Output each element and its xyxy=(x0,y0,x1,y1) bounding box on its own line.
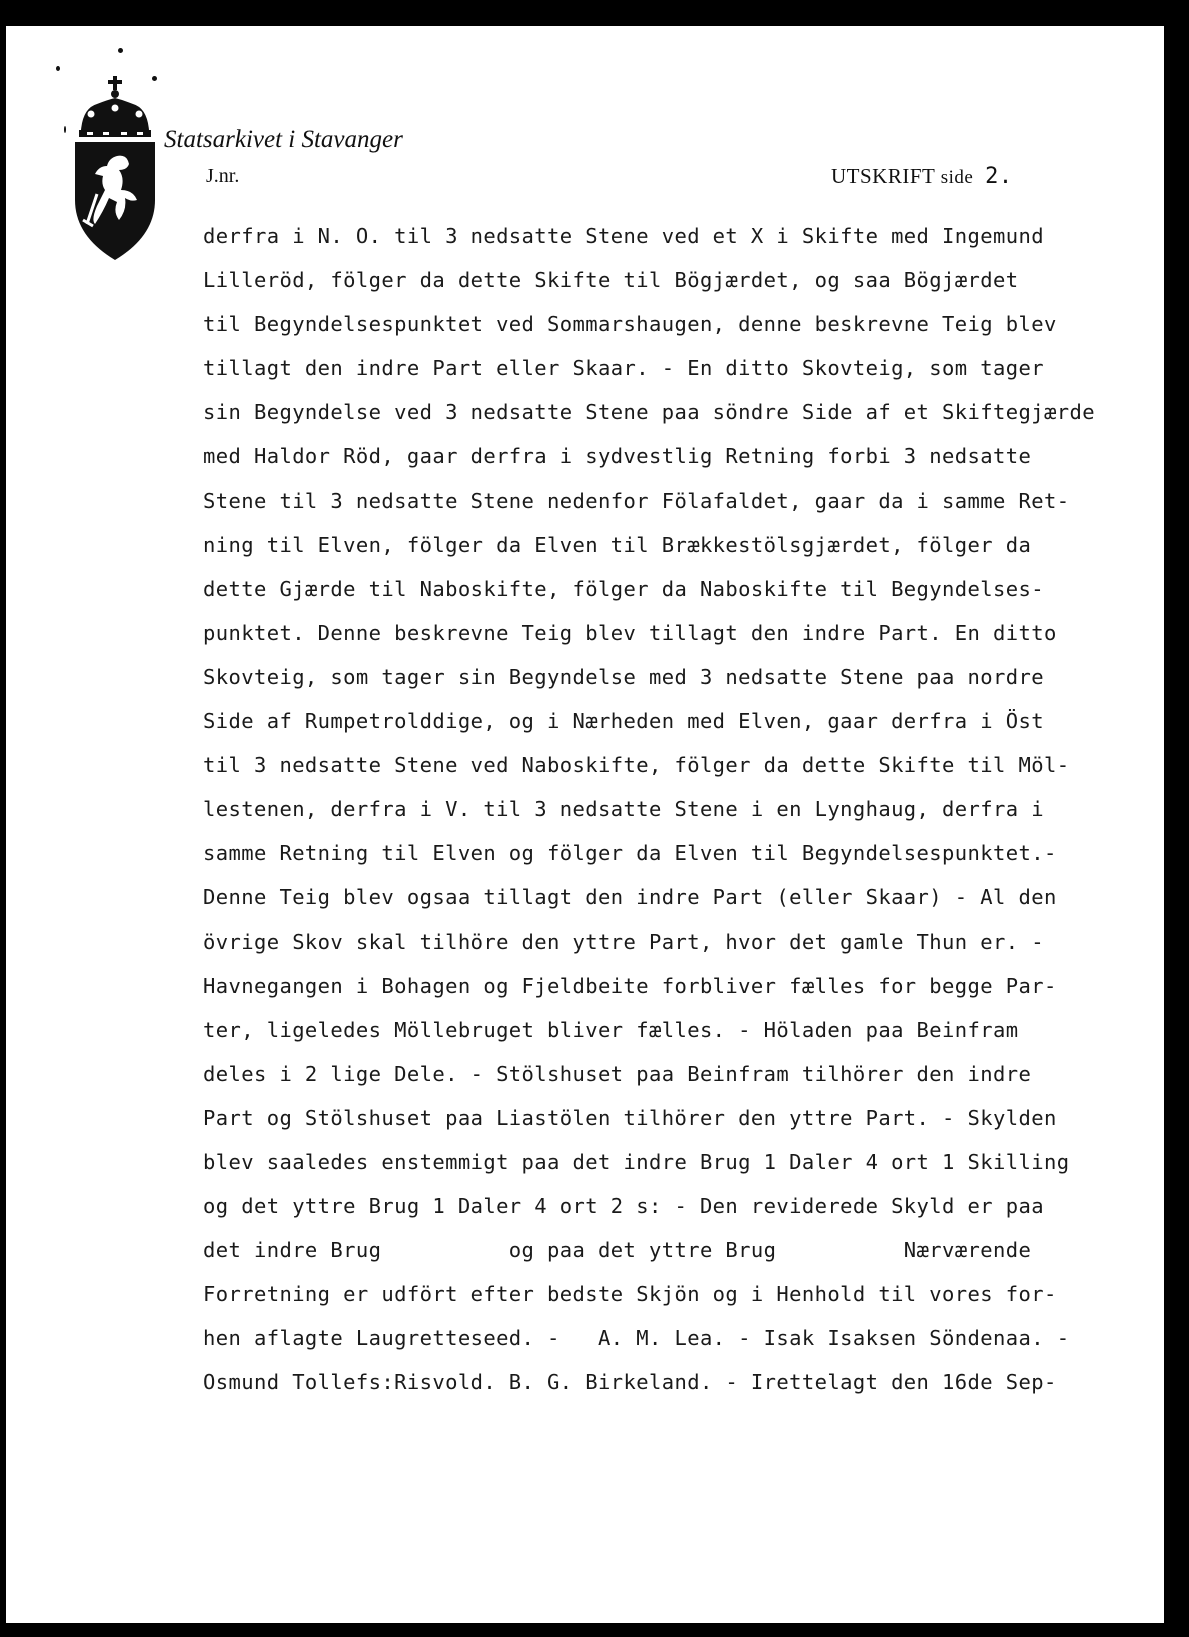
page-reference xyxy=(831,164,1013,189)
document-body xyxy=(203,214,1158,1405)
margin-speck xyxy=(118,48,123,53)
text-line: Skovteig, som tager sin Begyndelse med 3 nedsatte Stene paa nordre xyxy=(203,664,1044,689)
text-line: til Begyndelsespunktet ved Sommarshaugen, denne beskrevne Teig blev xyxy=(203,312,1057,337)
text-line: sin Begyndelse ved 3 nedsatte Stene paa söndre Side af et Skiftegjærde xyxy=(203,400,1095,425)
journal-number-label: J.nr. xyxy=(206,165,240,187)
text-line: Part og Stölshuset paa Liastölen tilhörer den yttre Part. - Skylden xyxy=(203,1105,1057,1130)
text-line: det indre Brug og paa det yttre Brug Nærværende xyxy=(203,1238,1032,1263)
text-line: dette Gjærde til Naboskifte, fölger da Naboskifte til Begyndelses- xyxy=(203,576,1044,601)
text-line: punktet. Denne beskrevne Teig blev tillagt den indre Part. En ditto xyxy=(203,620,1057,645)
text-line: lestenen, derfra i V. til 3 nedsatte Stene i en Lynghaug, derfra i xyxy=(203,797,1044,822)
text-line: til 3 nedsatte Stene ved Naboskifte, fölger da dette Skifte til Möl- xyxy=(203,753,1070,778)
text-line: derfra i N. O. til 3 nedsatte Stene ved et X i Skifte med Ingemund xyxy=(203,224,1044,248)
text-line: övrige Skov skal tilhöre den yttre Part, hvor det gamle Thun er. - xyxy=(203,929,1044,954)
text-line: tillagt den indre Part eller Skaar. - En ditto Skovteig, som tager xyxy=(203,356,1044,381)
text-line: Stene til 3 nedsatte Stene nedenfor Fölafaldet, gaar da i samme Ret- xyxy=(203,488,1070,513)
copy-label: UTSKRIFT xyxy=(831,164,935,188)
text-line: hen aflagte Laugretteseed. - A. M. Lea. - Isak Isaksen Söndenaa. - xyxy=(203,1326,1070,1351)
text-line: med Haldor Röd, gaar derfra i sydvestlig Retning forbi 3 nedsatte xyxy=(203,444,1032,469)
text-line: Osmund Tollefs:Risvold. B. G. Birkeland. - Irettelagt den 16de Sep- xyxy=(203,1370,1057,1395)
text-line: blev saaledes enstemmigt paa det indre Brug 1 Daler 4 ort 1 Skilling xyxy=(203,1149,1070,1174)
text-line: ter, ligeledes Möllebruget bliver fælles. - Höladen paa Beinfram xyxy=(203,1017,1019,1042)
text-line: deles i 2 lige Dele. - Stölshuset paa Beinfram tilhörer den indre xyxy=(203,1061,1032,1086)
text-line: Denne Teig blev ogsaa tillagt den indre Part (eller Skaar) - Al den xyxy=(203,885,1057,910)
text-line: samme Retning til Elven og fölger da Elven til Begyndelsespunktet.- xyxy=(203,841,1057,866)
text-line: og det yttre Brug 1 Daler 4 ort 2 s: - Den reviderede Skyld er paa xyxy=(203,1194,1044,1219)
text-line: Forretning er udfört efter bedste Skjön og i Henhold til vores for- xyxy=(203,1282,1057,1307)
text-line: Lilleröd, fölger da dette Skifte til Bögjærdet, og saa Bögjærdet xyxy=(203,268,1019,293)
margin-speck xyxy=(56,66,60,71)
text-line: Side af Rumpetrolddige, og i Nærheden med Elven, gaar derfra i Öst xyxy=(203,709,1044,734)
archive-name: Statsarkivet i Stavanger xyxy=(164,126,403,153)
text-line: Havnegangen i Bohagen og Fjeldbeite forbliver fælles for begge Par- xyxy=(203,973,1057,998)
side-label: side xyxy=(940,167,974,188)
document-page xyxy=(6,26,1164,1623)
page-number: 2. xyxy=(985,164,1013,189)
text-line: ning til Elven, fölger da Elven til Brækkestölsgjærdet, fölger da xyxy=(203,532,1032,557)
norwegian-coat-of-arms-icon xyxy=(61,74,171,264)
